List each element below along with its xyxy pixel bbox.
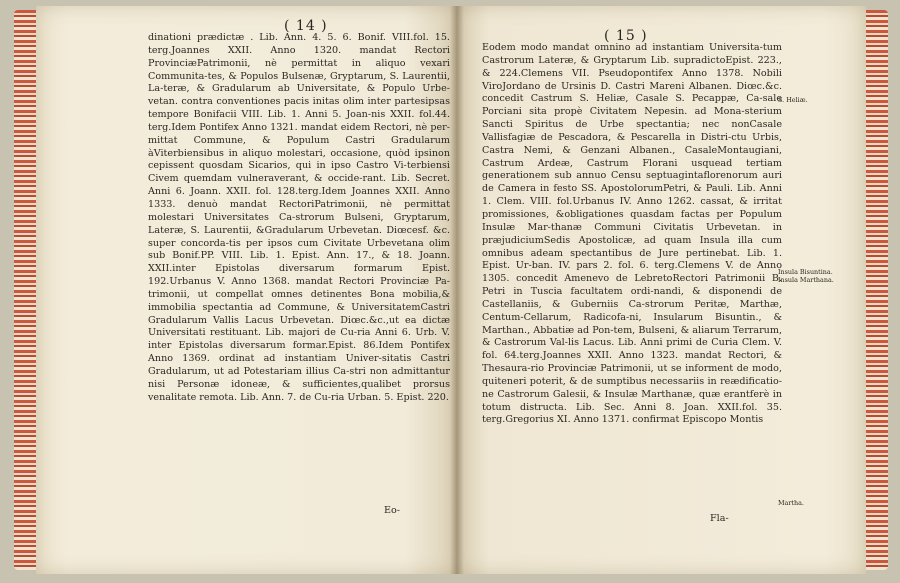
- text-line: Urbanus IV. Anno 1262. cassat, & irritat promissiones, &: [482, 196, 782, 220]
- text-line: obligationes quasdam factas per Populum Insulæ Mar-: [482, 208, 782, 233]
- catchword-right: Fla-: [710, 513, 729, 524]
- text-line: Gradularum Urbevetan. Diœcesf. &c. super concorda-: [148, 224, 451, 249]
- text-line: ipsas tempore Bonifacii VIII. Lib. 1. Anni 5. Joan-: [148, 96, 450, 121]
- right-page: [456, 6, 866, 574]
- margin-note-insula-marthana: Insula Marthana.: [778, 276, 834, 284]
- text-line: Jordano de Ursinis D. Castri Mareni Albanen. Diœc.: [502, 80, 766, 92]
- text-line: Rectori Patrimonii B. Petri in Tuscia facultatem ordi-: [482, 273, 782, 298]
- text-line: tes, & Populos Bulsenæ, Gryptarum, S. Laurentii, La-: [148, 70, 450, 95]
- text-line: sale Porciani sita propè Civitatem Nepesin. ad Mona-: [482, 93, 782, 118]
- text-line: stri non admittantur nisi Personæ idoneæ, & sufficientes,: [148, 365, 451, 390]
- text-line: trimonii, ut compellat omnes detinentes Bona mobilia,: [148, 288, 442, 300]
- page-number-left: ( 14 ): [284, 18, 328, 34]
- text-line: ni, Insularum Bisuntin., & Marthan., Abbatiæ ad Pon-: [482, 311, 782, 336]
- text-line: Petri, & Pauli. Lib. Anni 1. Clem. VIII. fol.: [482, 183, 783, 208]
- text-line: Montaugiani, Castrum Ardeæ, Castrum Florani usque: [482, 144, 782, 169]
- margin-note-s-heliae: S. Heliæ.: [778, 96, 808, 104]
- text-line: Sedis Apostolicæ, ad quam Insula illa cum omnibus ad: [482, 234, 782, 259]
- text-line: thanæ Communi Civitatis Urbevetan. in præjudicium: [482, 221, 783, 246]
- text-line: ut ea dictæ Universitati restituant. Lib. majori de Cu-: [148, 314, 450, 339]
- text-line: qualibet prorsus venalitate remota. Lib. Ann. 7. de Cu-: [148, 378, 451, 403]
- text-line: Clemens VII. Pseudopontifex Anno 1378. Nobili Viro: [482, 67, 782, 92]
- text-line: Castri Gradularum Vallis Lacus Urbevetan. Diœc.&c.,: [148, 301, 450, 326]
- text-line: terg.: [519, 350, 543, 362]
- open-book: [14, 6, 888, 574]
- text-line: florenorum auri de Camera in festo SS. Apostolorum: [482, 170, 782, 195]
- text-line: Joannes XXII. Anno 1320. mandat Rectori Provinciæ: [148, 44, 450, 69]
- text-line: &c. concedit Castrum S. Heliæ, Casale S. Pecappæ, Ca-: [482, 80, 782, 105]
- text-line: rio Provinciæ Patrimonii, ut se informent de modo, qui: [482, 363, 782, 387]
- text-line: ctu Urbis, Castra Nemi, & Genzani Albanen., Casale: [482, 131, 783, 156]
- text-line: teræ, & Gradularum ab Universitate, & Populo Urbe-: [163, 83, 450, 95]
- text-line: Joannes XXII. Anno 1323. mandat Rectori, & Thesaura-: [482, 350, 782, 375]
- text-line: ban. IV. pars 2. fol. 6. terg.: [531, 260, 678, 272]
- text-line: Clemens V. de Anno 1305. concedit Amenevo de Lebreto: [482, 260, 782, 285]
- text-line: sterium Sancti Spiritus de Urbe spectantia; nec non: [482, 106, 782, 131]
- text-line: inter Epistolas diversarum formarum Epist. 192.: [148, 263, 450, 288]
- left-page-text: [148, 32, 450, 404]
- text-line: Epist. 86.: [328, 340, 379, 352]
- text-line: dinationi prædictæ . Lib. Ann. 4. 5. 6. Bonif. VIII.: [148, 32, 414, 43]
- left-page: [36, 6, 456, 574]
- text-line: rant. Lib. Secret. Anni 6. Joann. XXII. fol. 128.: [148, 173, 450, 198]
- text-line: tem, Bulseni, & aliarum Terrarum, & Castrorum Val-: [482, 324, 783, 349]
- text-line: nandi, & disponendi de Castellaniis, & Guberniis Ca-: [482, 286, 783, 310]
- text-line: ne Castrorum Galesii, & Insulæ Marthanæ, quæ erant: [482, 388, 750, 400]
- text-line: Epist. 223., & 224.: [482, 54, 782, 79]
- text-line: PP. VIII. Lib. 1. Epist. Ann. 17., & 18. Joann. XXII.: [148, 250, 451, 275]
- text-line: Patrimonii, nè permittat molestari Universitates Ca-: [148, 198, 450, 223]
- text-line: ria Urban. 5. Epist. 220.: [331, 391, 449, 403]
- page-number-right: ( 15 ): [604, 28, 648, 44]
- text-line: strorum Bulseni, Gryptarum, Lateræ, S. Laurentii, &: [148, 211, 450, 236]
- text-line: lis Lacus. Lib. Anni primi de Curia Clem. V. fol. 64.: [482, 337, 783, 362]
- text-line: Casale Vallisfagiæ de Pescadora, & Pescarella in Distri-: [482, 119, 782, 143]
- text-line: Idem Pontifex Anno 1321. mandat eidem Rectori, nè per-: [171, 121, 450, 133]
- text-line: fol. 35. terg.: [482, 401, 782, 426]
- right-page-text: [482, 42, 782, 427]
- text-line: nis XXII. fol.44. terg.: [148, 109, 450, 133]
- text-line: Gregorius XI. Anno 1371. confirmat Episcopo Montis: [505, 414, 764, 426]
- catchword-left: Eo-: [384, 505, 401, 516]
- text-line: Urbanus V. Anno 1368. mandat Rectori Provinciæ Pa-: [169, 276, 450, 288]
- text-line: ad tertiam generationem sub annuo Censu septuaginta: [482, 157, 782, 182]
- text-line: teneri poterit, & de sumptibus necessariis in reædificatio-: [497, 375, 782, 387]
- margin-note-insula-bisuntina: Insula Bisuntina.: [778, 268, 833, 276]
- text-line: terbiensi Civem quemdam vulneraverant, & occide-: [148, 160, 450, 185]
- text-line: Idem Pontifex Anno 1369. ordinat ad instantiam Univer-: [148, 340, 450, 365]
- text-line: terg.: [298, 186, 322, 198]
- text-line: vetan. contra conventiones pacis initas olim inter partes: [148, 96, 426, 108]
- text-line: Idem Joannes XXII. Anno 1333. denuò mandat Rectori: [148, 186, 450, 210]
- text-line: Viterbiensibus in aliquo molestari, occasione, quòd ipsi: [153, 147, 432, 159]
- text-line: non cepissent quosdam Sicarios, qui in ipso Castro Vi-: [148, 147, 450, 172]
- margin-note-martha: Martha.: [778, 499, 804, 507]
- text-line: ferè in totum distructa. Lib. Sec. Anni 8. Joan. XXII.: [482, 388, 782, 413]
- text-line: Patrimonii, nè permittat in aliquo vexari Communita-: [148, 57, 450, 82]
- text-line: ria Anni 6. Urb. V. inter Epistolas diversarum formar.: [148, 327, 450, 352]
- text-line: tum Castrorum Lateræ, & Gryptarum Lib. supradicto: [482, 42, 782, 66]
- text-line: fol. 15. terg.: [148, 32, 450, 56]
- text-line: eam spectantibus de Jure pertinebat. Lib. 1. Epist. Ur-: [482, 247, 783, 272]
- text-line: mittat Commune, & Populum Castri Gradularum à: [148, 134, 450, 159]
- text-line: tis per ipsos cum Civitate Urbevetana olim sub Bonif.: [148, 237, 450, 262]
- text-line: & immobilia spectantia ad Commune, & Universitatem: [148, 288, 450, 313]
- text-line: Eodem modo mandat omnino ad instantiam Universita-: [482, 42, 763, 53]
- gutter-shadow: [450, 6, 464, 574]
- text-line: strorum Peritæ, Marthæ, Centum-Cellarum, Radicofa-: [482, 298, 782, 323]
- text-line: sitatis Castri Gradularum, ut ad Potestariam illius Ca-: [148, 353, 450, 377]
